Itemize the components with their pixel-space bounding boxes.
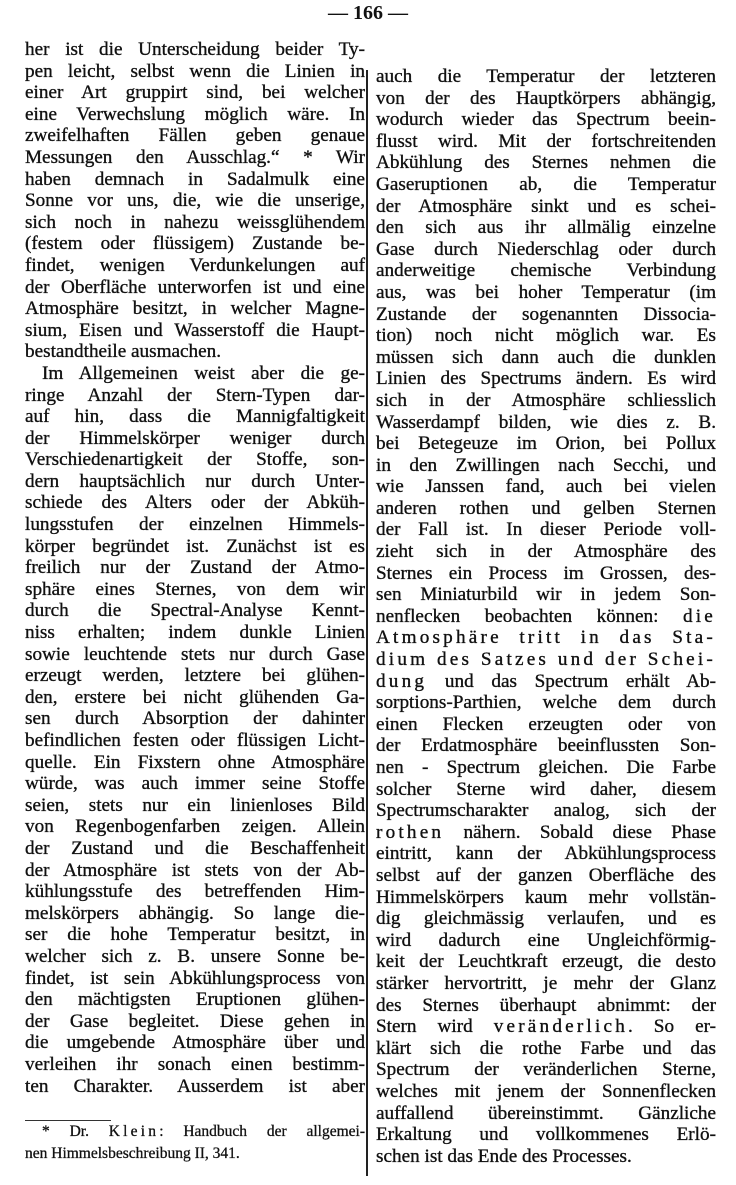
text-line: lungsstufen der einzelnen Himmels- [25,514,365,536]
text-line: des Sternes überhaupt abnimmt: der [376,994,716,1016]
text-line: von Regenbogenfarben zeigen. Allein [25,816,365,838]
text-line: sphäre eines Sternes, von dem wir [25,578,365,600]
text-line: bei Betegeuze im Orion, bei Pollux [376,433,716,455]
text-line: der Atmosphäre sinkt und es schei- [376,195,716,217]
text-line [376,1016,716,1038]
text-line: schen ist das Ende des Processes. [376,1145,632,1167]
text-line: sium, Eisen und Wasserstoff die Haupt- [25,319,365,341]
text-line: eintritt, kann der Abkühlungsprocess [376,843,716,865]
text-line: der Fall ist. In dieser Periode voll- [376,519,716,541]
text-line: einen Flecken erzeugten oder von [376,713,716,735]
text-line: Gase durch Niederschlag oder durch [376,238,716,260]
text-line: aus, was bei hoher Temperatur (im [376,281,716,303]
text-line: der Erdatmosphäre beeinflussten Son- [376,735,716,757]
text-line: schiede des Alters oder der Abküh- [25,492,365,514]
text-line: bestandtheile ausmachen. [25,341,222,363]
text-line: (festem oder flüssigem) Zustande be- [25,233,365,255]
text-line: Messungen den Ausschlag.“ * Wir [25,146,365,168]
text-line: anderen rothen und gelben Sternen [376,497,716,519]
text-line: zieht sich in der Atmosphäre des [376,541,716,563]
text-segment: * Dr. [42,1123,109,1140]
text-line: sen Miniaturbild wir in jedem Son- [376,584,716,606]
text-line: Atmosphäre besitzt, in welcher Magne- [25,298,365,320]
text-line: sich in der Atmosphäre schliesslich [376,389,716,411]
text-line: würde, was auch immer seine Stoffe [25,773,365,795]
text-line [25,1122,365,1144]
text-line: niss erhalten; indem dunkle Linien [25,622,365,644]
text-line: den mächtigsten Eruptionen glühen- [25,989,365,1011]
text-line: ringe Anzahl der Stern-Typen dar- [25,384,365,406]
text-line: her ist die Unterscheidung beider Ty- [25,39,365,60]
text-line: selbst auf der ganzen Oberfläche des [376,864,716,886]
column-divider [366,70,368,1176]
text-line: welches mit jenem der Sonnenflecken [376,1080,716,1102]
emphasized-text: Klein [108,1123,160,1140]
text-line: Spectrum der veränderlichen Sterne, [376,1059,716,1081]
text-line: Sonne vor uns, die, wie die unserige, [25,190,365,212]
text-line: Sternes ein Process im Grossen, des- [376,562,716,584]
text-segment: und das Spectrum erhält Ab- [427,670,716,692]
text-line: nen - Spectrum gleichen. Die Farbe [376,757,716,778]
text-line: zweifelhaften Fällen geben genaue [25,125,365,147]
text-line: melskörpers abhängig. So lange die- [25,902,365,924]
text-line: der Atmosphäre ist stets von der Ab- [25,859,365,881]
text-line: die umgebende Atmosphäre über und [25,1032,365,1054]
text-line: seien, stets nur ein linienloses Bild [25,794,365,816]
text-line: ten Charakter. Ausserdem ist aber [25,1075,365,1097]
text-segment: nähern. Sobald diese Phase [444,821,716,843]
text-line [376,671,716,693]
text-line: der Gase begleitet. Diese gehen in [25,1010,365,1032]
text-line: dig gleichmässig verlaufen, und es [376,908,716,930]
text-line [376,822,716,844]
text-line: körper begründet ist. Zunächst ist es [25,535,365,557]
text-line: müssen sich dann auch die dunklen [376,346,716,368]
right-column [376,66,716,1167]
text-line: dern hauptsächlich nur durch Unter- [25,470,365,492]
page-number: — 166 — [328,2,408,24]
text-line: flusst wird. Mit der fortschreitenden [376,130,716,152]
text-line: Verschiedenartigkeit der Stoffe, son- [25,449,365,471]
text-line: haben demnach in Sadalmulk eine [25,168,365,190]
text-segment: : Handbuch der allgemei- [159,1123,366,1140]
text-segment: Stern wird [376,1016,494,1038]
text-line: sorptions-Parthien, welche dem durch [376,692,716,714]
text-line: von der des Hauptkörpers abhängig, [376,87,716,109]
text-line: Wasserdampf bilden, wie dies z. B. [376,411,716,433]
text-line: welcher sich z. B. unsere Sonne be- [25,945,365,967]
text-line: verleihen ihr sonach einen bestimm- [25,1053,365,1075]
text-line: Erkaltung und vollkommenes Erlö- [376,1124,716,1146]
emphasized-text: veränderlich [493,1016,628,1038]
text-line [376,627,716,649]
text-line: findet, ist sein Abkühlungsprocess von [25,967,365,989]
emphasized-text: die [682,605,716,627]
text-line [376,606,716,628]
text-line: wird dadurch eine Ungleichförmig- [376,929,716,951]
text-line: kühlungsstufe des betreffenden Him- [25,881,365,903]
text-line: tion) noch nicht möglich war. Es [376,325,716,347]
left-column [25,39,365,1097]
emphasized-text: rothen [376,821,445,843]
text-line: pen leicht, selbst wenn die Linien in [25,60,365,82]
text-line: durch die Spectral-Analyse Kennt- [25,600,365,622]
text-line: Im Allgemeinen weist aber die ge- [42,362,365,384]
footnote [25,1122,365,1165]
text-line: Linien des Spectrums ändern. Es wird [376,368,716,390]
emphasized-text: Atmosphäre tritt in das Sta- [376,627,716,649]
text-line: der Zustand und die Beschaffenheit [25,837,365,859]
text-line: Himmelskörpers kaum mehr vollstän- [376,886,716,908]
text-line: Gaseruptionen ab, die Temperatur [376,173,716,195]
footnote-divider [25,1120,111,1121]
text-segment: . So er- [627,1016,716,1038]
text-line: ser die hohe Temperatur besitzt, in [25,924,365,946]
text-line: wodurch wieder das Spectrum beein- [376,109,716,131]
text-line: sen durch Absorption der dahinter [25,708,365,730]
text-line: sowie leuchtende stets nur durch Gase [25,643,365,665]
text-line: den, erstere bei nicht glühenden Ga- [25,686,365,708]
text-line: nen Himmelsbeschreibung II, 341. [25,1144,240,1162]
text-line: einer Art gruppirt sind, bei welcher [25,82,365,104]
text-line [376,649,716,671]
emphasized-text: dung [376,670,428,692]
text-line: den sich aus ihr allmälig einzelne [376,217,716,239]
text-line: befindlichen festen oder flüssigen Licht- [25,730,365,751]
text-line: anderweitige chemische Verbindung [376,260,716,282]
text-line: stärker hervortritt, je mehr der Glanz [376,972,716,994]
text-line: solcher Sterne wird daher, diesem [376,778,716,800]
text-line: auch die Temperatur der letzteren [376,66,716,87]
text-line: quelle. Ein Fixstern ohne Atmosphäre [25,751,365,773]
emphasized-text: dium des Satzes und der Schei- [376,649,716,671]
text-line: klärt sich die rothe Farbe und das [376,1037,716,1059]
text-line: erzeugt werden, letztere bei glühen- [25,665,365,687]
text-line: keit der Leuchtkraft erzeugt, die desto [376,951,716,973]
text-line: der Oberfläche unterworfen ist und eine [25,276,365,298]
text-line: wie Janssen fand, auch bei vielen [376,476,716,498]
text-line: auf hin, dass die Mannigfaltigkeit [25,406,365,428]
text-line: Zustande der sogenannten Dissocia- [376,303,716,325]
text-line: der Himmelskörper weniger durch [25,427,365,449]
text-segment: nenflecken beobachten können: [376,605,683,627]
text-line: auffallend übereinstimmt. Gänzliche [376,1102,716,1124]
text-line: eine Verwechslung möglich wäre. In [25,103,365,125]
text-line: Spectrumscharakter analog, sich der [376,800,716,822]
text-line: freilich nur der Zustand der Atmo- [25,557,365,579]
text-line: in den Zwillingen nach Secchi, und [376,454,716,476]
text-line: sich noch in nahezu weissglühendem [25,211,365,233]
text-line: findet, wenigen Verdunkelungen auf [25,254,365,276]
text-line: Abkühlung des Sternes nehmen die [376,152,716,174]
